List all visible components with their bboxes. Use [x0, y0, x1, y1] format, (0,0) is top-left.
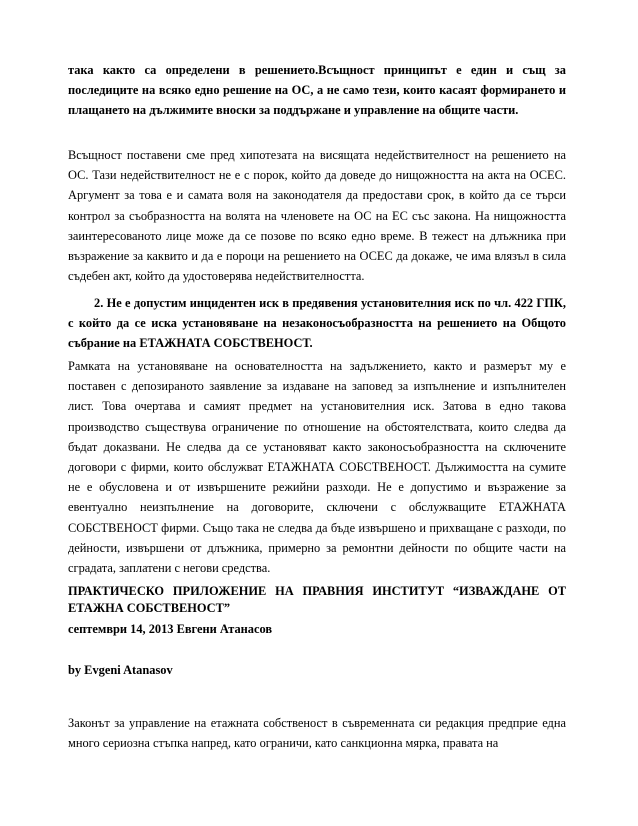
paragraph-3 [68, 293, 566, 354]
paragraph-5-text: Законът за управление на етажната собственост в съвременната си редакция предприе една много сериозна стъпка напред, като ограничи, като санкционна мярка, правата на [68, 716, 566, 751]
paragraph-2-text: Всъщност поставени сме пред хипотезата на висящата недействителност на решението на ОС. Тази недействителност не е с порок, който да доведе до нищожността на акта на ОСЕС. Аргумент за това е и самата воля на законодателя да предостави срок, в който да се търси контрол за съобразността на волята на членовете на ОС на ЕС със закона. На нищожността заинтересованото лице може да се позове по всяко едно време. В тежест на длъжника при възражение за каквито и да е пороци на решението на ОСЕС да докаже, че има влязъл в сила съдебен акт, който да удостоверява недействителността. [68, 148, 566, 284]
paragraph-2 [68, 145, 566, 286]
article-heading-block [68, 583, 566, 617]
byline-block [68, 660, 566, 680]
dateline: септември 14, 2013 Евгени Атанасов [68, 622, 273, 636]
article-heading: ПРАКТИЧЕСКО ПРИЛОЖЕНИЕ НА ПРАВНИЯ ИНСТИТУТ “ИЗВАЖДАНЕ ОТ ЕТАЖНА СОБСТВЕНОСТ” [68, 584, 566, 615]
paragraph-1 [68, 60, 566, 121]
dateline-block [68, 619, 566, 639]
paragraph-3-text: 2. Не е допустим инцидентен иск в предявения установителния иск по чл. 422 ГПК, с който да се иска установяване на незаконосъобразността на решението на Общото събрание на ЕТАЖНАТА СОБСТВЕНОСТ. [68, 296, 566, 351]
paragraph-4-text: Рамката на установяване на основателността на задължението, както и размерът му е поставен с депозираното заявление за издаване на заповед за изпълнение и изпълнителен лист. Това очертава и самият предмет на установителния иск. Затова в едно такова производство съществува ограничение по отношение на обстоятелствата, които следва да бъдат доказвани. Не следва да се установяват както законосъобразността на сключените договори с фирми, които обслужват ЕТАЖНАТА СОБСТВЕНОСТ. Дължимостта на сумите не е обусловена и от извършените режийни разходи. Не е допустимо и възражение за евентуално неизпълнение на договорите, сключени с обслужващите ЕТАЖНАТА СОБСТВЕНОСТ фирми. Също така не следва да бъде извършено и прихващане с разходи, по дейности, извършени от длъжника, примерно за ремонтни дейности по общите части на сградата, заплатени с негови средства. [68, 359, 566, 576]
byline: by Evgeni Atanasov [68, 663, 173, 677]
paragraph-4 [68, 356, 566, 578]
paragraph-1-text: така както са определени в решението.Всъщност принципът е един и същ за последиците на всяко едно решение на ОС, а не само тези, които касаят формирането и плащането на дължимите вноски за поддържане и управление на общите части. [68, 63, 566, 118]
paragraph-5 [68, 713, 566, 753]
